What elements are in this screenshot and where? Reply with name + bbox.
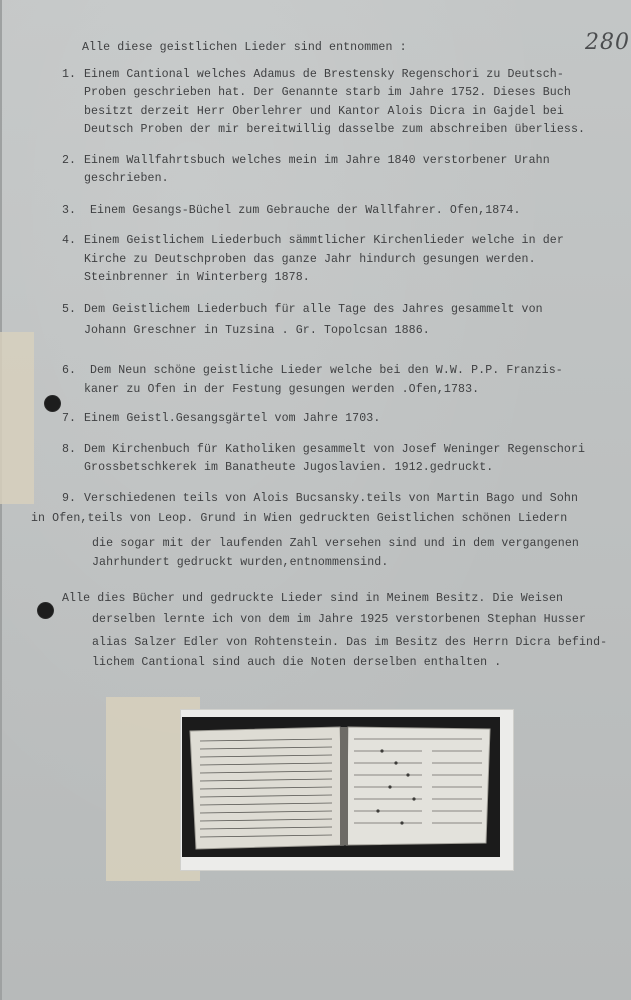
page-number: 280	[585, 30, 630, 55]
item-6-number: 6.	[62, 364, 77, 377]
item-9-line-3: die sogar mit der laufenden Zahl versehen sind und in dem vergangenen	[92, 537, 579, 550]
item-1-line-4: Deutsch Proben der mir bereitwillig dasselbe zum abschreiben überliess.	[84, 123, 586, 136]
item-6-line-1: Dem Neun schöne geistliche Lieder welche bei den W.W. P.P. Franzis-	[90, 364, 563, 377]
closing-line-2: derselben lernte ich von dem im Jahre 1925 verstorbenen Stephan Husser	[92, 613, 587, 626]
item-8-number: 8.	[62, 443, 77, 456]
item-2-number: 2.	[62, 154, 77, 167]
punch-hole-lower	[38, 603, 53, 618]
item-5-line-1: Dem Geistlichem Liederbuch für alle Tage des Jahres gesammelt von	[84, 303, 543, 316]
item-8-line-1: Dem Kirchenbuch für Katholiken gesammelt von Josef Weninger Regenschori	[84, 443, 586, 456]
intro-line: Alle diese geistlichen Lieder sind entnommen :	[82, 41, 407, 54]
item-2-line-2: geschrieben.	[84, 172, 169, 185]
item-1-line-2: Proben geschrieben hat. Der Genannte starb im Jahre 1752. Dieses Buch	[84, 86, 571, 99]
item-9-line-2: in Ofen,teils von Leop. Grund in Wien gedruckten Geistlichen schönen Liedern	[31, 512, 568, 525]
item-7-number: 7.	[62, 412, 77, 425]
item-9-line-1: Verschiedenen teils von Alois Bucsansky.teils von Martin Bago und Sohn	[84, 492, 579, 505]
adhesive-tape-left	[0, 332, 34, 504]
item-4-number: 4.	[62, 234, 77, 247]
item-5-line-2: Johann Greschner in Tuzsina . Gr. Topolcsan 1886.	[84, 324, 430, 337]
item-9-line-4: Jahrhundert gedruckt wurden,entnommensind.	[92, 556, 389, 569]
closing-line-3: alias Salzer Edler von Rohtenstein. Das im Besitz des Herrn Dicra befind-	[92, 636, 608, 649]
item-1-number: 1.	[62, 68, 77, 81]
item-2-line-1: Einem Wallfahrtsbuch welches mein im Jahre 1840 verstorbener Urahn	[84, 154, 550, 167]
item-1-line-1: Einem Cantional welches Adamus de Brestensky Regenschori zu Deutsch-	[84, 68, 564, 81]
item-3-line-1: Einem Gesangs-Büchel zum Gebrauche der Wallfahrer. Ofen,1874.	[90, 204, 521, 217]
item-6-line-2: kaner zu Ofen in der Festung gesungen werden .Ofen,1783.	[84, 383, 480, 396]
item-4-line-1: Einem Geistlichem Liederbuch sämmtlicher Kirchenlieder welche in der	[84, 234, 564, 247]
item-9-number: 9.	[62, 492, 77, 505]
item-7-line-1: Einem Geistl.Gesangsgärtel vom Jahre 1703.	[84, 412, 381, 425]
item-8-line-2: Grossbetschkerek im Banatheute Jugoslavien. 1912.gedruckt.	[84, 461, 494, 474]
item-4-line-2: Kirche zu Deutschproben das ganze Jahr hindurch gesungen werden.	[84, 253, 536, 266]
closing-line-4: lichem Cantional sind auch die Noten derselben enthalten .	[92, 656, 502, 669]
open-book-illustration	[182, 717, 500, 857]
item-3-number: 3.	[62, 204, 77, 217]
item-5-number: 5.	[62, 303, 77, 316]
punch-hole-upper	[45, 396, 60, 411]
item-1-line-3: besitzt derzeit Herr Oberlehrer und Kantor Alois Dicra in Gajdel bei	[84, 105, 564, 118]
cantional-photo-image	[182, 717, 500, 857]
item-4-line-3: Steinbrenner in Winterberg 1878.	[84, 271, 310, 284]
closing-line-1: Alle dies Bücher und gedruckte Lieder sind in Meinem Besitz. Die Weisen	[62, 592, 564, 605]
